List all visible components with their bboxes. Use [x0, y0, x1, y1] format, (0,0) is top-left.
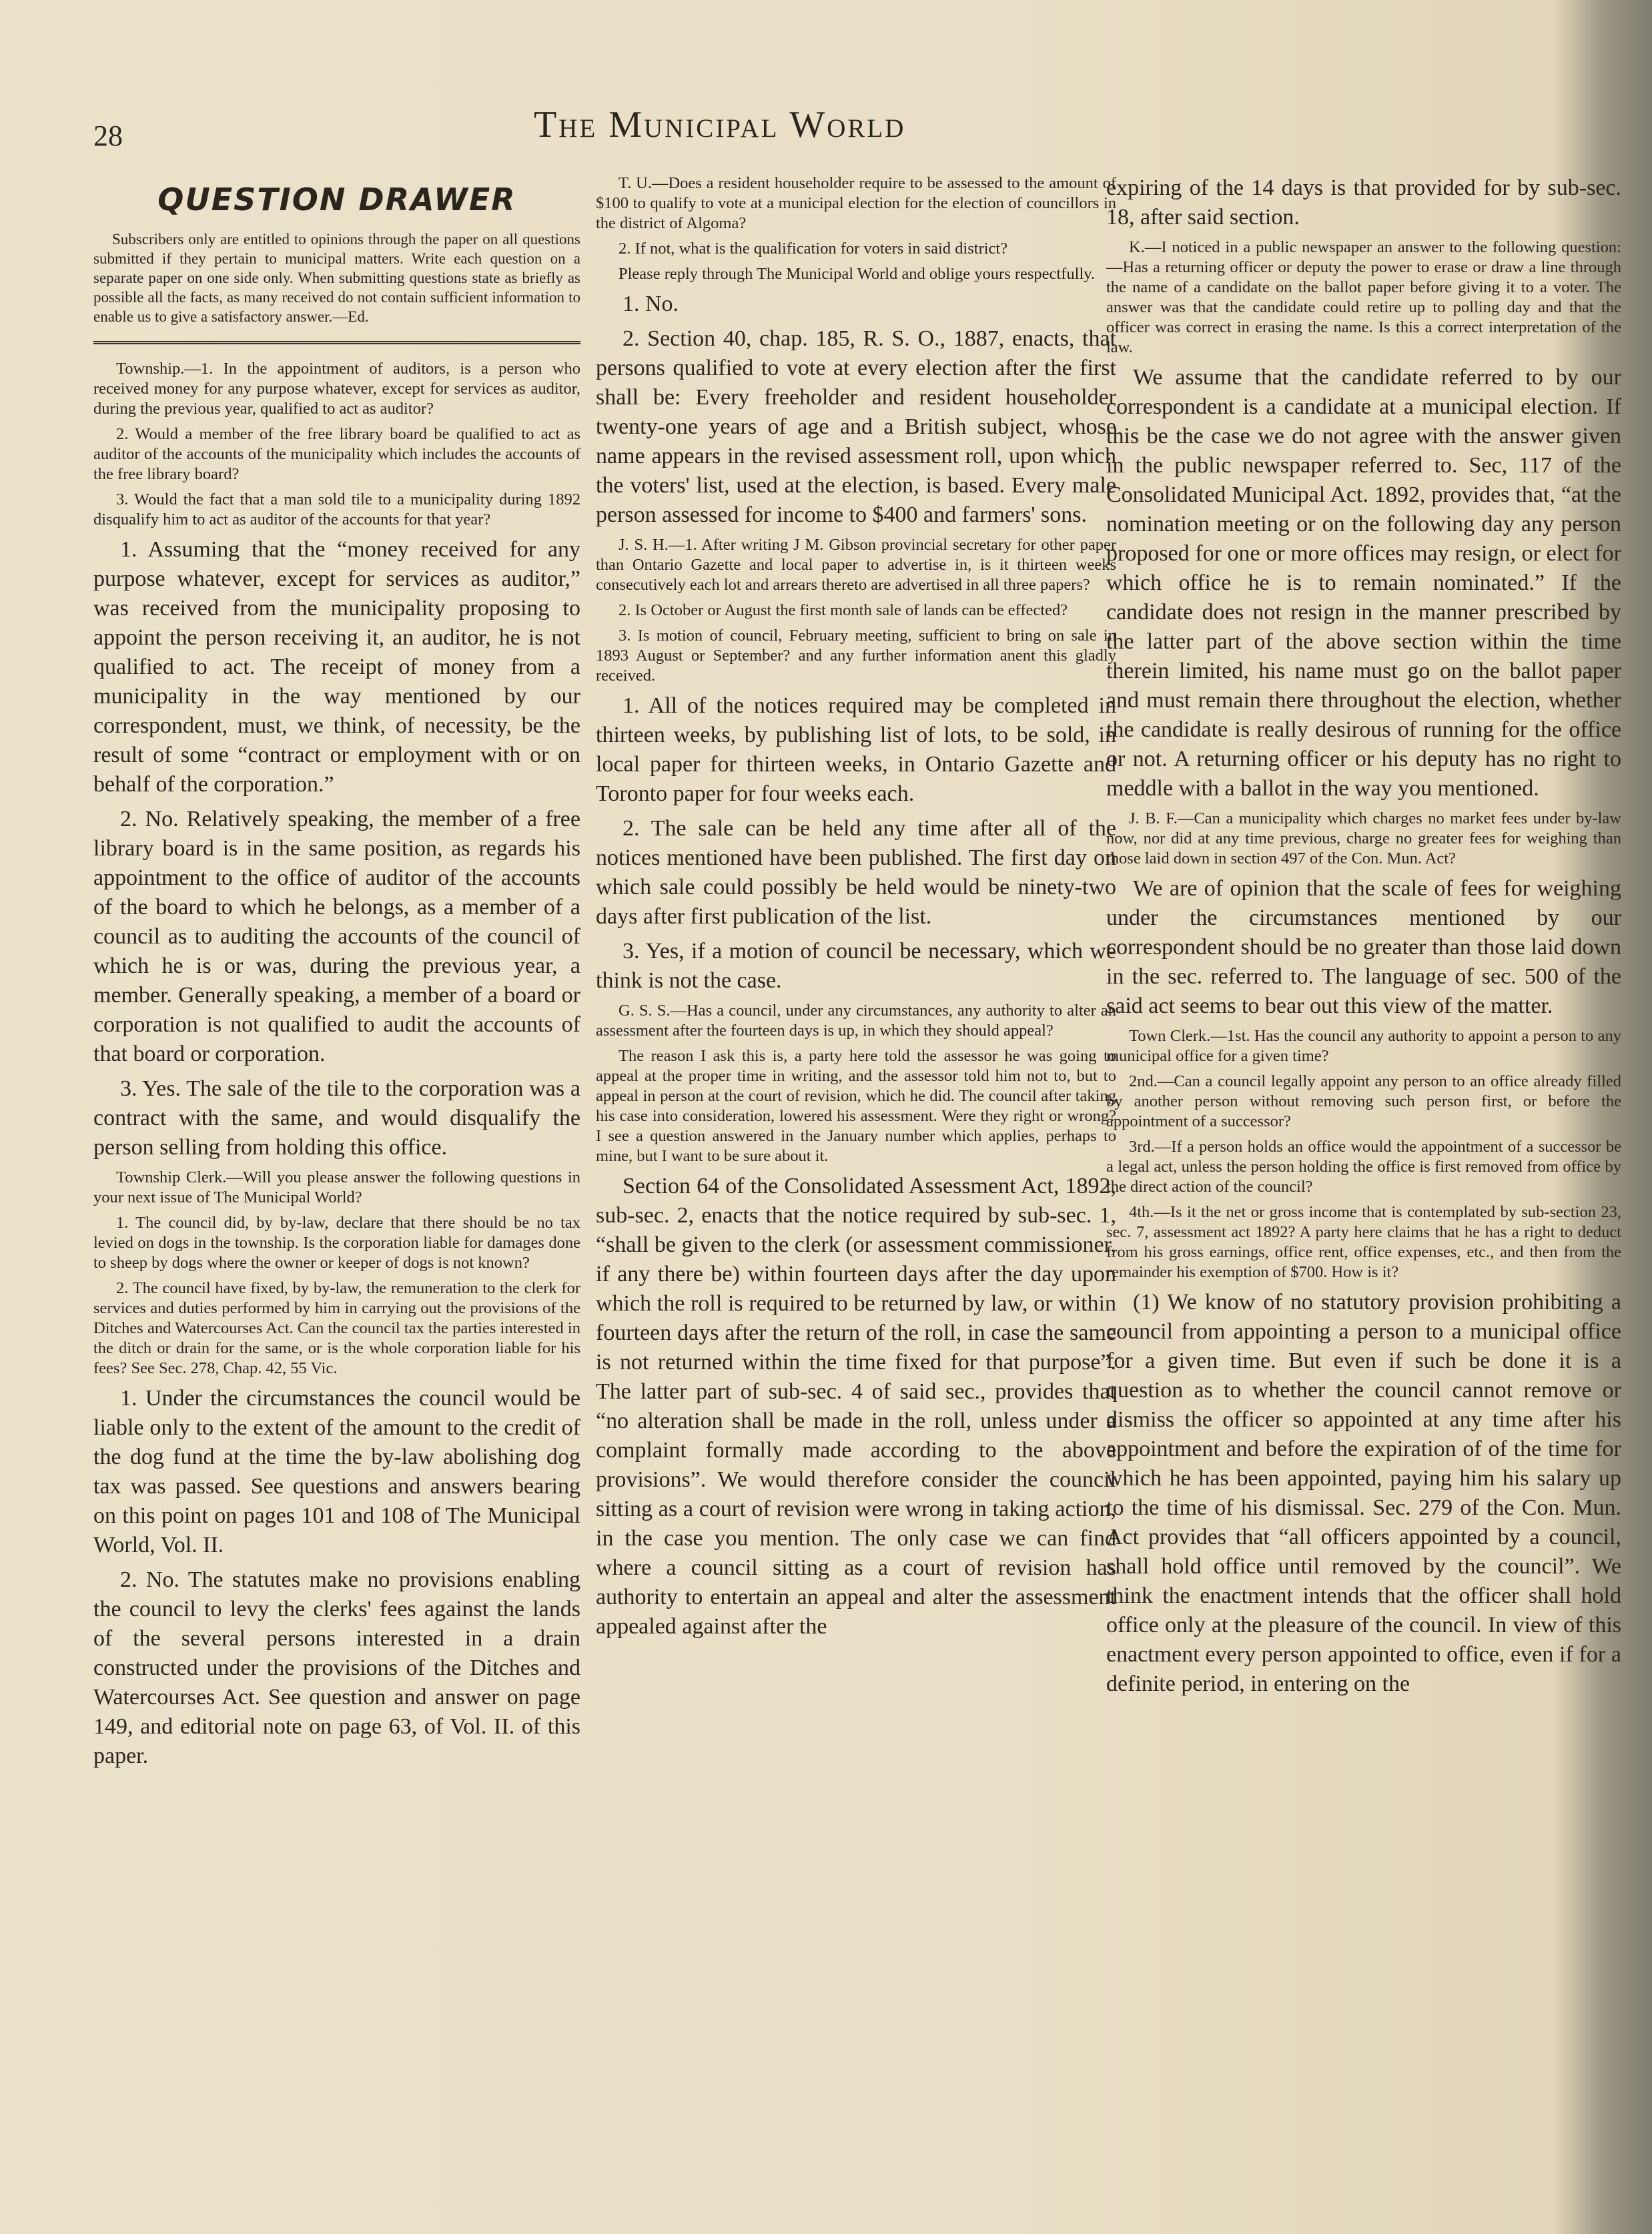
section-heading: QUESTION DRAWER	[157, 181, 516, 218]
answer-paragraph: Section 64 of the Consolidated Assessment Act, 1892, sub-sec. 2, enacts that the notice required by sub-sec. 1, “shall be given to the clerk (or assessment commissioner, if any there be) within fourteen days after the day upon which the roll is required to be returned by law, or within fourteen days after the return of the roll, in case the same is not returned within the time fixed for that purpose”. The latter part of sub-sec. 4 of said sec., provides that “no alteration shall be made in the roll, unless under a complaint formally made according to the above provisions”. We would therefore consider the council sitting as a court of revision were wrong in taking action, in the case you mention. The only case we can find where a council sitting as a court of revision has authority to entertain an appeal and alter the assessment appealed against after the	[596, 1174, 1116, 1639]
answer-paragraph: 3. Yes. The sale of the tile to the corporation was a contract with the same, and would disqualify the person selling from holding this office.	[93, 1076, 580, 1160]
answer-paragraph: We are of opinion that the scale of fees for weighing under the circumstances mentioned by our correspondent should be no greater than those laid down in the sec. referred to. The language of sec. 500 of the said act seems to bear out this view of the matter.	[1106, 876, 1621, 1018]
running-title: The Municipal World	[534, 104, 906, 145]
column-1	[93, 173, 580, 1776]
question-paragraph: J. S. H.—1. After writing J M. Gibson provincial secretary for other paper than Ontario Gazette and local paper to advertise in, is it thirteen weeks consecutively each lot and arrears thereto are advertised in all three papers?	[596, 536, 1116, 594]
answer-paragraph: 2. No. Relatively speaking, the member of a free library board is in the same position, as regards his appointment to the office of auditor of the accounts of the board to which he belongs, as a member of a council as to auditing the accounts of the council of which he is or was, during the previous year, a member. Generally speaking, a member of a board or corporation is not qualified to audit the accounts of that board or corporation.	[93, 807, 580, 1066]
question-paragraph: 3rd.—If a person holds an office would the appointment of a successor be a legal act, unless the person holding the office is first removed from office by the direct action of the council?	[1106, 1138, 1621, 1196]
answer-paragraph: expiring of the 14 days is that provided for by sub-sec. 18, after said section.	[1106, 175, 1621, 230]
intro-note: Subscribers only are entitled to opinions through the paper on all questions submitted if they pertain to municipal matters. Write each question on a separate paper on one side only. When submitting questions state as briefly as possible all the facts, as many received do not contain sufficient information to enable us to give a satisfactory answer.—Ed.	[93, 231, 580, 325]
answer-paragraph: 1. Assuming that the “money received for any purpose whatever, except for services as auditor,” was received from the municipality proposing to appoint the person receiving it, an auditor, he is not qualified to act. The receipt of money from a municipality in the way mentioned by our correspondent, must, we think, of necessity, be the result of some “contract or employment with or on behalf of the corporation.”	[93, 537, 580, 797]
question-paragraph: J. B. F.—Can a municipality which charges no market fees under by-law now, nor did at any time previous, charge no greater fees for weighing than those laid down in section 497 of the Con. Mun. Act?	[1106, 809, 1621, 867]
answer-paragraph: 2. The sale can be held any time after all of the notices mentioned have been published. The first day on which sale could possibly be held would be ninety-two days after first publication of the list.	[596, 816, 1116, 929]
double-rule	[93, 341, 580, 344]
answer-paragraph: 2. No. The statutes make no provisions enabling the council to levy the clerks' fees against the lands of the several persons interested in a drain constructed under the provisions of the Ditches and Watercourses Act. See question and answer on page 149, and editorial note on page 63, of Vol. II. of this paper.	[93, 1567, 580, 1768]
answer-paragraph: 1. All of the notices required may be completed in thirteen weeks, by publishing list of lots, to be sold, in local paper for thirteen weeks, in Ontario Gazette and Toronto paper for four weeks each.	[596, 693, 1116, 806]
question-paragraph: K.—I noticed in a public newspaper an answer to the following question:—Has a returning officer or deputy the power to erase or draw a line through the name of a candidate on the ballot paper before giving it to a voter. The answer was that the candidate could retire up to polling day and that the officer was correct in erasing the name. Is this a correct interpretation of the law.	[1106, 238, 1621, 356]
question-paragraph: Town Clerk.—1st. Has the council any authority to appoint a person to any municipal office for a given time?	[1106, 1027, 1621, 1065]
question-paragraph: Township.—1. In the appointment of auditors, is a person who received money for any purpose whatever, except for services as auditor, during the previous year, qualified to act as auditor?	[93, 360, 580, 418]
question-paragraph: 3. Would the fact that a man sold tile to a municipality during 1892 disqualify him to act as auditor of the accounts for that year?	[93, 490, 580, 528]
answer-paragraph: 1. Under the circumstances the council would be liable only to the extent of the amount to the credit of the dog fund at the time the by-law abolishing dog tax was passed. See questions and answers bearing on this point on pages 101 and 108 of The Municipal World, Vol. II.	[93, 1386, 580, 1557]
answer-paragraph: 2. Section 40, chap. 185, R. S. O., 1887, enacts, that persons qualified to vote at every election after the first shall be: Every freeholder and resident householder twenty-one years of age and a British subject, whose name appears in the revised assessment roll, upon which the voters' list, used at the election, is based. Every male person assessed for income to $400 and farmers' sons.	[596, 326, 1116, 527]
answer-paragraph: 1. No.	[623, 292, 679, 316]
question-paragraph: 2nd.—Can a council legally appoint any person to an office already filled by another person without removing such person first, or before the appointment of a successor?	[1106, 1072, 1621, 1130]
question-paragraph: 2. The council have fixed, by by-law, the remuneration to the clerk for services and duties performed by him in carrying out the provisions of the Ditches and Watercourses Act. Can the council tax the parties interested in the ditch or drain for the same, or is the whole corporation liable for his fees? See Sec. 278, Chap. 42, 55 Vic.	[93, 1279, 580, 1377]
question-paragraph: G. S. S.—Has a council, under any circumstances, any authority to alter an assessment after the fourteen days is up, in which they should appeal?	[596, 1002, 1116, 1040]
question-paragraph: 2. If not, what is the qualification for voters in said district?	[618, 240, 1008, 258]
answer-paragraph: (1) We know of no statutory provision prohibiting a council from appointing a person to a municipal office for a given time. But even if such be done it is a question as to whether the council cannot remove or dismiss the officer so appointed at any time after his appointment and before the expiration of of the time for which he has been appointed, paying him his salary up to the time of his dismissal. Sec. 279 of the Con. Mun. Act provides that “all officers appointed by a council, shall hold office until removed by the council”. We think the enactment intends that the officer shall hold office only at the pleasure of the council. In view of this enactment every person appointed to office, even if for a definite period, in entering on the	[1106, 1290, 1621, 1696]
page-number: 28	[93, 119, 123, 152]
question-paragraph: 3. Is motion of council, February meeting, sufficient to bring on sale in 1893 August or September? and any further information anent this gladly received.	[596, 627, 1116, 685]
question-paragraph: The reason I ask this is, a party here told the assessor he was going to appeal at the proper time in writing, and the assessor told him not to, but to appeal in person at the court of revision, which he did. The council after taking his case into consideration, lowered his assessment. Were they right or wrong? I see a question answered in the January number which applies, perhaps to mine, but I want to be sure about it.	[596, 1047, 1116, 1165]
column-2	[596, 173, 1116, 1647]
question-paragraph: 1. The council did, by by-law, declare that there should be no tax levied on dogs in the township. Is the corporation liable for damages done to sheep by dogs where the owner or keeper of dogs is not known?	[93, 1214, 580, 1272]
column-3	[1106, 173, 1621, 1704]
answer-paragraph: 3. Yes, if a motion of council be necessary, which we think is not the case.	[596, 939, 1116, 993]
question-paragraph: T. U.—Does a resident householder require to be assessed to the amount of $100 to qualify to vote at a municipal election for the election of councillors in the district of Algoma?	[596, 174, 1116, 232]
question-paragraph: Please reply through The Municipal World and oblige yours respectfully.	[618, 265, 1096, 283]
question-paragraph: 4th.—Is it the net or gross income that is contemplated by sub-section 23, sec. 7, assessment act 1892? A party here claims that he has a right to deduct from his gross earnings, office rent, office expenses, etc., and then from the remainder his exemption of $700. How is it?	[1106, 1203, 1621, 1281]
question-paragraph: 2. Would a member of the free library board be qualified to act as auditor of the accounts of the municipality which includes the accounts of the free library board?	[93, 425, 580, 483]
question-paragraph: Township Clerk.—Will you please answer the following questions in your next issue of The Municipal World?	[93, 1168, 580, 1206]
answer-paragraph: We assume that the candidate referred to by our correspondent is a candidate at a municipal election. If this be the case we do not agree with the answer given in the public newspaper referred to. Sec, 117 of the Consolidated Municipal Act. 1892, provides that, “at the nomination meeting or on the following day any person proposed for one or more offices may resign, or elect for which office he is to remain nominated.” If the candidate does not resign in the manner prescribed by the latter part of the above section within the time therein limited, his name must go on the ballot paper and must remain there throughout the election, whether the candidate is really desirous of running for the office or not. A returning officer or his deputy has no right to meddle with a ballot in the way you mentioned.	[1106, 365, 1621, 801]
question-paragraph: 2. Is October or August the first month sale of lands can be effected?	[618, 601, 1068, 619]
